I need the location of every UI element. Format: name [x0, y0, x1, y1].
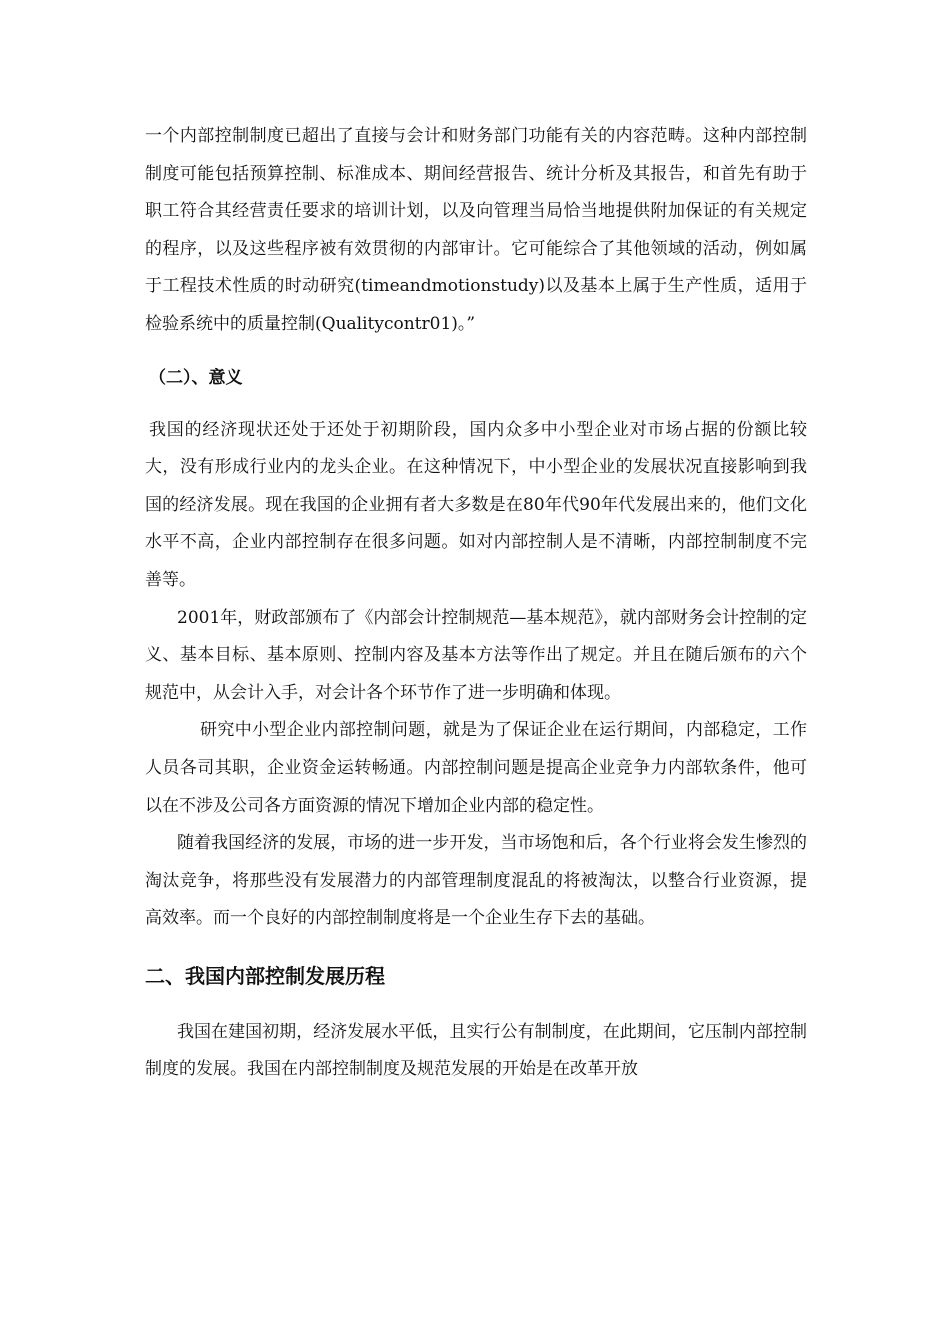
body-paragraph-1: 我国的经济现状还处于还处于初期阶段，国内众多中小型企业对市场占据的份额比较大，没有形成行业内的龙头企业。在这种情况下，中小型企业的发展状况直接影响到我国的经济发展。现在我国的企业拥有者大多数是在80年代90年代发展出来的，他们文化水平不高，企业内部控制存在很多问题。如对内部控制人是不清晰，内部控制制度不完善等。	[145, 419, 807, 590]
section-paragraph: 我国在建国初期，经济发展水平低，且实行公有制制度，在此期间，它压制内部控制制度的发展。我国在内部控制制度及规范发展的开始是在改革开放	[145, 1021, 807, 1080]
body-paragraph-2: 2001年，财政部颁布了《内部会计控制规范—基本规范》，就内部财务会计控制的定义、基本目标、基本原则、控制内容及基本方法等作出了规定。并且在随后颁布的六个规范中，从会计入手，对会计各个环节作了进一步明确和体现。	[145, 607, 807, 703]
body-paragraph-4: 随着我国经济的发展，市场的进一步开发，当市场饱和后，各个行业将会发生惨烈的淘汰竞争，将那些没有发展潜力的内部管理制度混乱的将被淘汰，以整合行业资源，提高效率。而一个良好的内部控制制度将是一个企业生存下去的基础。	[145, 833, 807, 929]
body-paragraph-3: 研究中小型企业内部控制问题，就是为了保证企业在运行期间，内部稳定，工作人员各司其职，企业资金运转畅通。内部控制问题是提高企业竞争力内部软条件，他可以在不涉及公司各方面资源的情况下增加企业内部的稳定性。	[145, 720, 807, 816]
intro-paragraph: 一个内部控制制度已超出了直接与会计和财务部门功能有关的内容范畴。这种内部控制制度可能包括预算控制、标准成本、期间经营报告、统计分析及其报告，和首先有助于职工符合其经营责任要求的培训计划，以及向管理当局恰当地提供附加保证的有关规定的程序，以及这些程序被有效贯彻的内部审计。它可能综合了其他领域的活动，例如属于工程技术性质的时动研究(timeandmotionstudy)以及基本上属于生产性质，适用于检验系统中的质量控制(Qualitycontr01)。”	[145, 126, 807, 334]
subsection-heading: （二）、意义	[149, 367, 243, 388]
section-heading: 二、我国内部控制发展历程	[145, 963, 385, 988]
document-body	[145, 118, 807, 1089]
